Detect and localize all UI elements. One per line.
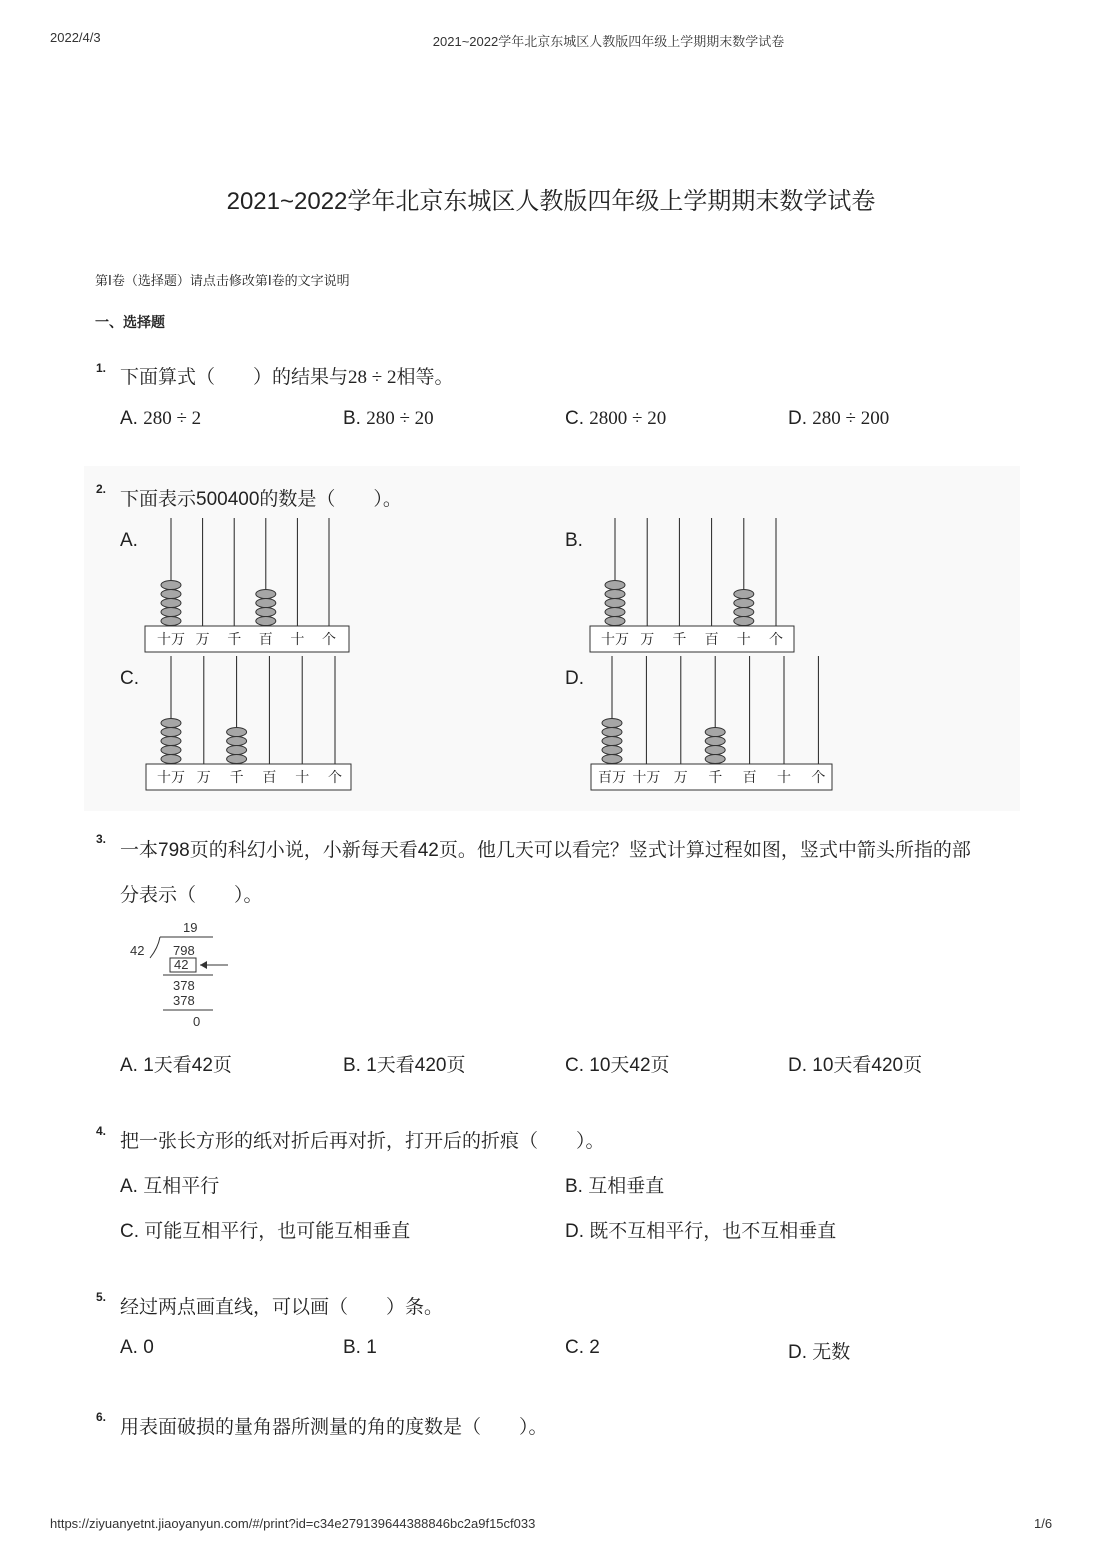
- abacus-place-label: 万: [673, 769, 688, 785]
- abacus-bead: [705, 746, 725, 755]
- question-5-text: 经过两点画直线，可以画（ ）条。: [120, 1297, 444, 1318]
- abacus-b[interactable]: [590, 518, 794, 652]
- option-b[interactable]: B. 互相垂直: [565, 1176, 665, 1197]
- abacus-bead: [161, 608, 181, 617]
- option-label: B.: [343, 408, 367, 429]
- print-date: 2022/4/3: [50, 30, 101, 45]
- abacus-bead: [605, 590, 625, 599]
- abacus-place-label: 十: [295, 769, 310, 785]
- print-header-title: 2021~2022学年北京东城区人教版四年级上学期期末数学试卷: [432, 34, 785, 49]
- question-number: 4.: [96, 1124, 107, 1138]
- math-expression: 280 ÷ 200: [812, 408, 890, 429]
- print-page-number: 1/6: [1034, 1516, 1053, 1531]
- abacus-bead: [256, 608, 276, 617]
- question-number: 6.: [96, 1410, 107, 1424]
- abacus-bead: [227, 746, 247, 755]
- abacus-bead: [161, 590, 181, 599]
- abacus-bead: [602, 737, 622, 746]
- abacus-bead: [161, 737, 181, 746]
- abacus-place-label: 万: [640, 631, 655, 647]
- question-2-text: 下面表示500400的数是（ ）。: [120, 489, 402, 510]
- math-expression: 280 ÷ 2: [143, 408, 202, 429]
- abacus-bead: [605, 608, 625, 617]
- abacus-place-label: 千: [708, 769, 723, 785]
- abacus-place-label: 百: [258, 631, 273, 647]
- division-step-3: 378: [173, 993, 195, 1008]
- option-c-label[interactable]: C.: [120, 668, 139, 689]
- abacus-place-label: 百: [262, 769, 277, 785]
- abacus-bead: [161, 755, 181, 764]
- abacus-bead: [161, 728, 181, 737]
- section-note: 第Ⅰ卷（选择题）请点击修改第Ⅰ卷的文字说明: [95, 273, 350, 288]
- abacus-bead: [602, 755, 622, 764]
- question-number: 5.: [96, 1290, 107, 1304]
- question-text-part: 下面算式（ ）的结果与: [120, 367, 349, 388]
- question-4-text: 把一张长方形的纸对折后再对折，打开后的折痕（ ）。: [120, 1131, 605, 1152]
- option-c[interactable]: C. 10天42页: [565, 1055, 670, 1076]
- option-label: C.: [565, 408, 590, 429]
- abacus-bead: [605, 581, 625, 590]
- question-3-text-line-1: 一本798页的科幻小说，小新每天看42页。他几天可以看完？竖式计算过程如图，竖式中箭头所指的部: [120, 840, 971, 861]
- abacus-place-label: 万: [196, 769, 211, 785]
- math-expression: 2800 ÷ 20: [589, 408, 667, 429]
- abacus-bead: [161, 617, 181, 626]
- option-d[interactable]: D. 既不互相平行，也不互相垂直: [565, 1221, 837, 1242]
- abacus-place-label: 十万: [632, 769, 661, 785]
- option-b[interactable]: B. 1: [343, 1337, 377, 1358]
- abacus-place-label: 个: [322, 631, 336, 647]
- abacus-d[interactable]: [591, 656, 832, 790]
- long-division-figure: [130, 920, 228, 1029]
- abacus-bead: [734, 608, 754, 617]
- option-label: D.: [788, 408, 813, 429]
- division-step-2: 378: [173, 978, 195, 993]
- abacus-place-label: 十: [736, 631, 751, 647]
- option-a[interactable]: A. 0: [120, 1337, 154, 1358]
- abacus-place-label: 十万: [601, 631, 629, 647]
- abacus-place-label: 十: [777, 769, 791, 785]
- abacus-bead: [705, 755, 725, 764]
- abacus-place-label: 个: [769, 631, 783, 647]
- division-dividend: 798: [173, 943, 195, 958]
- abacus-place-label: 百: [742, 769, 757, 785]
- abacus-bead: [256, 599, 276, 608]
- abacus-bead: [161, 719, 181, 728]
- abacus-place-label: 个: [328, 769, 342, 785]
- abacus-bead: [705, 728, 725, 737]
- abacus-bead: [602, 746, 622, 755]
- question-text-part: 相等。: [396, 367, 454, 388]
- print-footer-url: https://ziyuanyetnt.jiaoyanyun.com/#/print?id=c34e279139644388846bc2a9f15cf033: [50, 1516, 536, 1531]
- abacus-bead: [227, 755, 247, 764]
- abacus-place-label: 十: [290, 631, 305, 647]
- abacus-place-label: 个: [811, 769, 826, 785]
- abacus-bead: [227, 728, 247, 737]
- option-c[interactable]: C. 2: [565, 1337, 600, 1358]
- option-d[interactable]: D. 无数: [788, 1342, 851, 1363]
- option-a-label[interactable]: A.: [120, 530, 138, 551]
- document-title: 2021~2022学年北京东城区人教版四年级上学期期末数学试卷: [226, 188, 876, 215]
- section-heading: 一、选择题: [95, 314, 165, 330]
- abacus-bead: [602, 728, 622, 737]
- abacus-place-label: 百: [704, 631, 719, 647]
- abacus-place-label: 百万: [598, 769, 626, 785]
- abacus-place-label: 千: [227, 631, 242, 647]
- abacus-bead: [734, 590, 754, 599]
- option-label: A.: [120, 408, 144, 429]
- math-expression: 28 ÷ 2: [348, 367, 397, 388]
- abacus-bead: [705, 737, 725, 746]
- question-6-text: 用表面破损的量角器所测量的角的度数是（ ）。: [120, 1417, 548, 1438]
- abacus-bead: [256, 617, 276, 626]
- abacus-c[interactable]: [146, 656, 351, 790]
- option-c[interactable]: C. 可能互相平行，也可能互相垂直: [120, 1221, 411, 1242]
- abacus-place-label: 千: [672, 631, 687, 647]
- abacus-bead: [602, 719, 622, 728]
- abacus-bead: [605, 617, 625, 626]
- abacus-bead: [161, 599, 181, 608]
- abacus-bead: [161, 581, 181, 590]
- division-remainder: 0: [193, 1014, 201, 1029]
- option-b[interactable]: B. 1天看420页: [343, 1055, 466, 1076]
- abacus-place-label: 十万: [157, 631, 185, 647]
- option-d[interactable]: D. 10天看420页: [788, 1055, 923, 1076]
- question-number: 2.: [96, 482, 107, 496]
- abacus-place-label: 万: [195, 631, 210, 647]
- abacus-bead: [605, 599, 625, 608]
- division-bracket: [150, 937, 160, 958]
- option-d-label[interactable]: D.: [565, 668, 584, 689]
- abacus-place-label: 千: [229, 769, 244, 785]
- abacus-bead: [734, 599, 754, 608]
- division-arrow-icon: [200, 961, 207, 969]
- question-number: 3.: [96, 832, 107, 846]
- math-expression: 280 ÷ 20: [366, 408, 434, 429]
- abacus-bead: [256, 590, 276, 599]
- question-number: 1.: [96, 361, 107, 375]
- abacus-place-label: 十万: [157, 769, 185, 785]
- division-step-1: 42: [174, 957, 189, 972]
- division-quotient: 19: [183, 920, 198, 935]
- division-divisor: 42: [130, 943, 145, 958]
- option-a[interactable]: A. 互相平行: [120, 1176, 220, 1197]
- abacus-bead: [227, 737, 247, 746]
- option-b-label[interactable]: B.: [565, 530, 583, 551]
- question-3-text-line-2: 分表示（ ）。: [120, 885, 263, 906]
- abacus-a[interactable]: [145, 518, 349, 652]
- abacus-bead: [161, 746, 181, 755]
- option-a[interactable]: A. 1天看42页: [120, 1055, 232, 1076]
- abacus-bead: [734, 617, 754, 626]
